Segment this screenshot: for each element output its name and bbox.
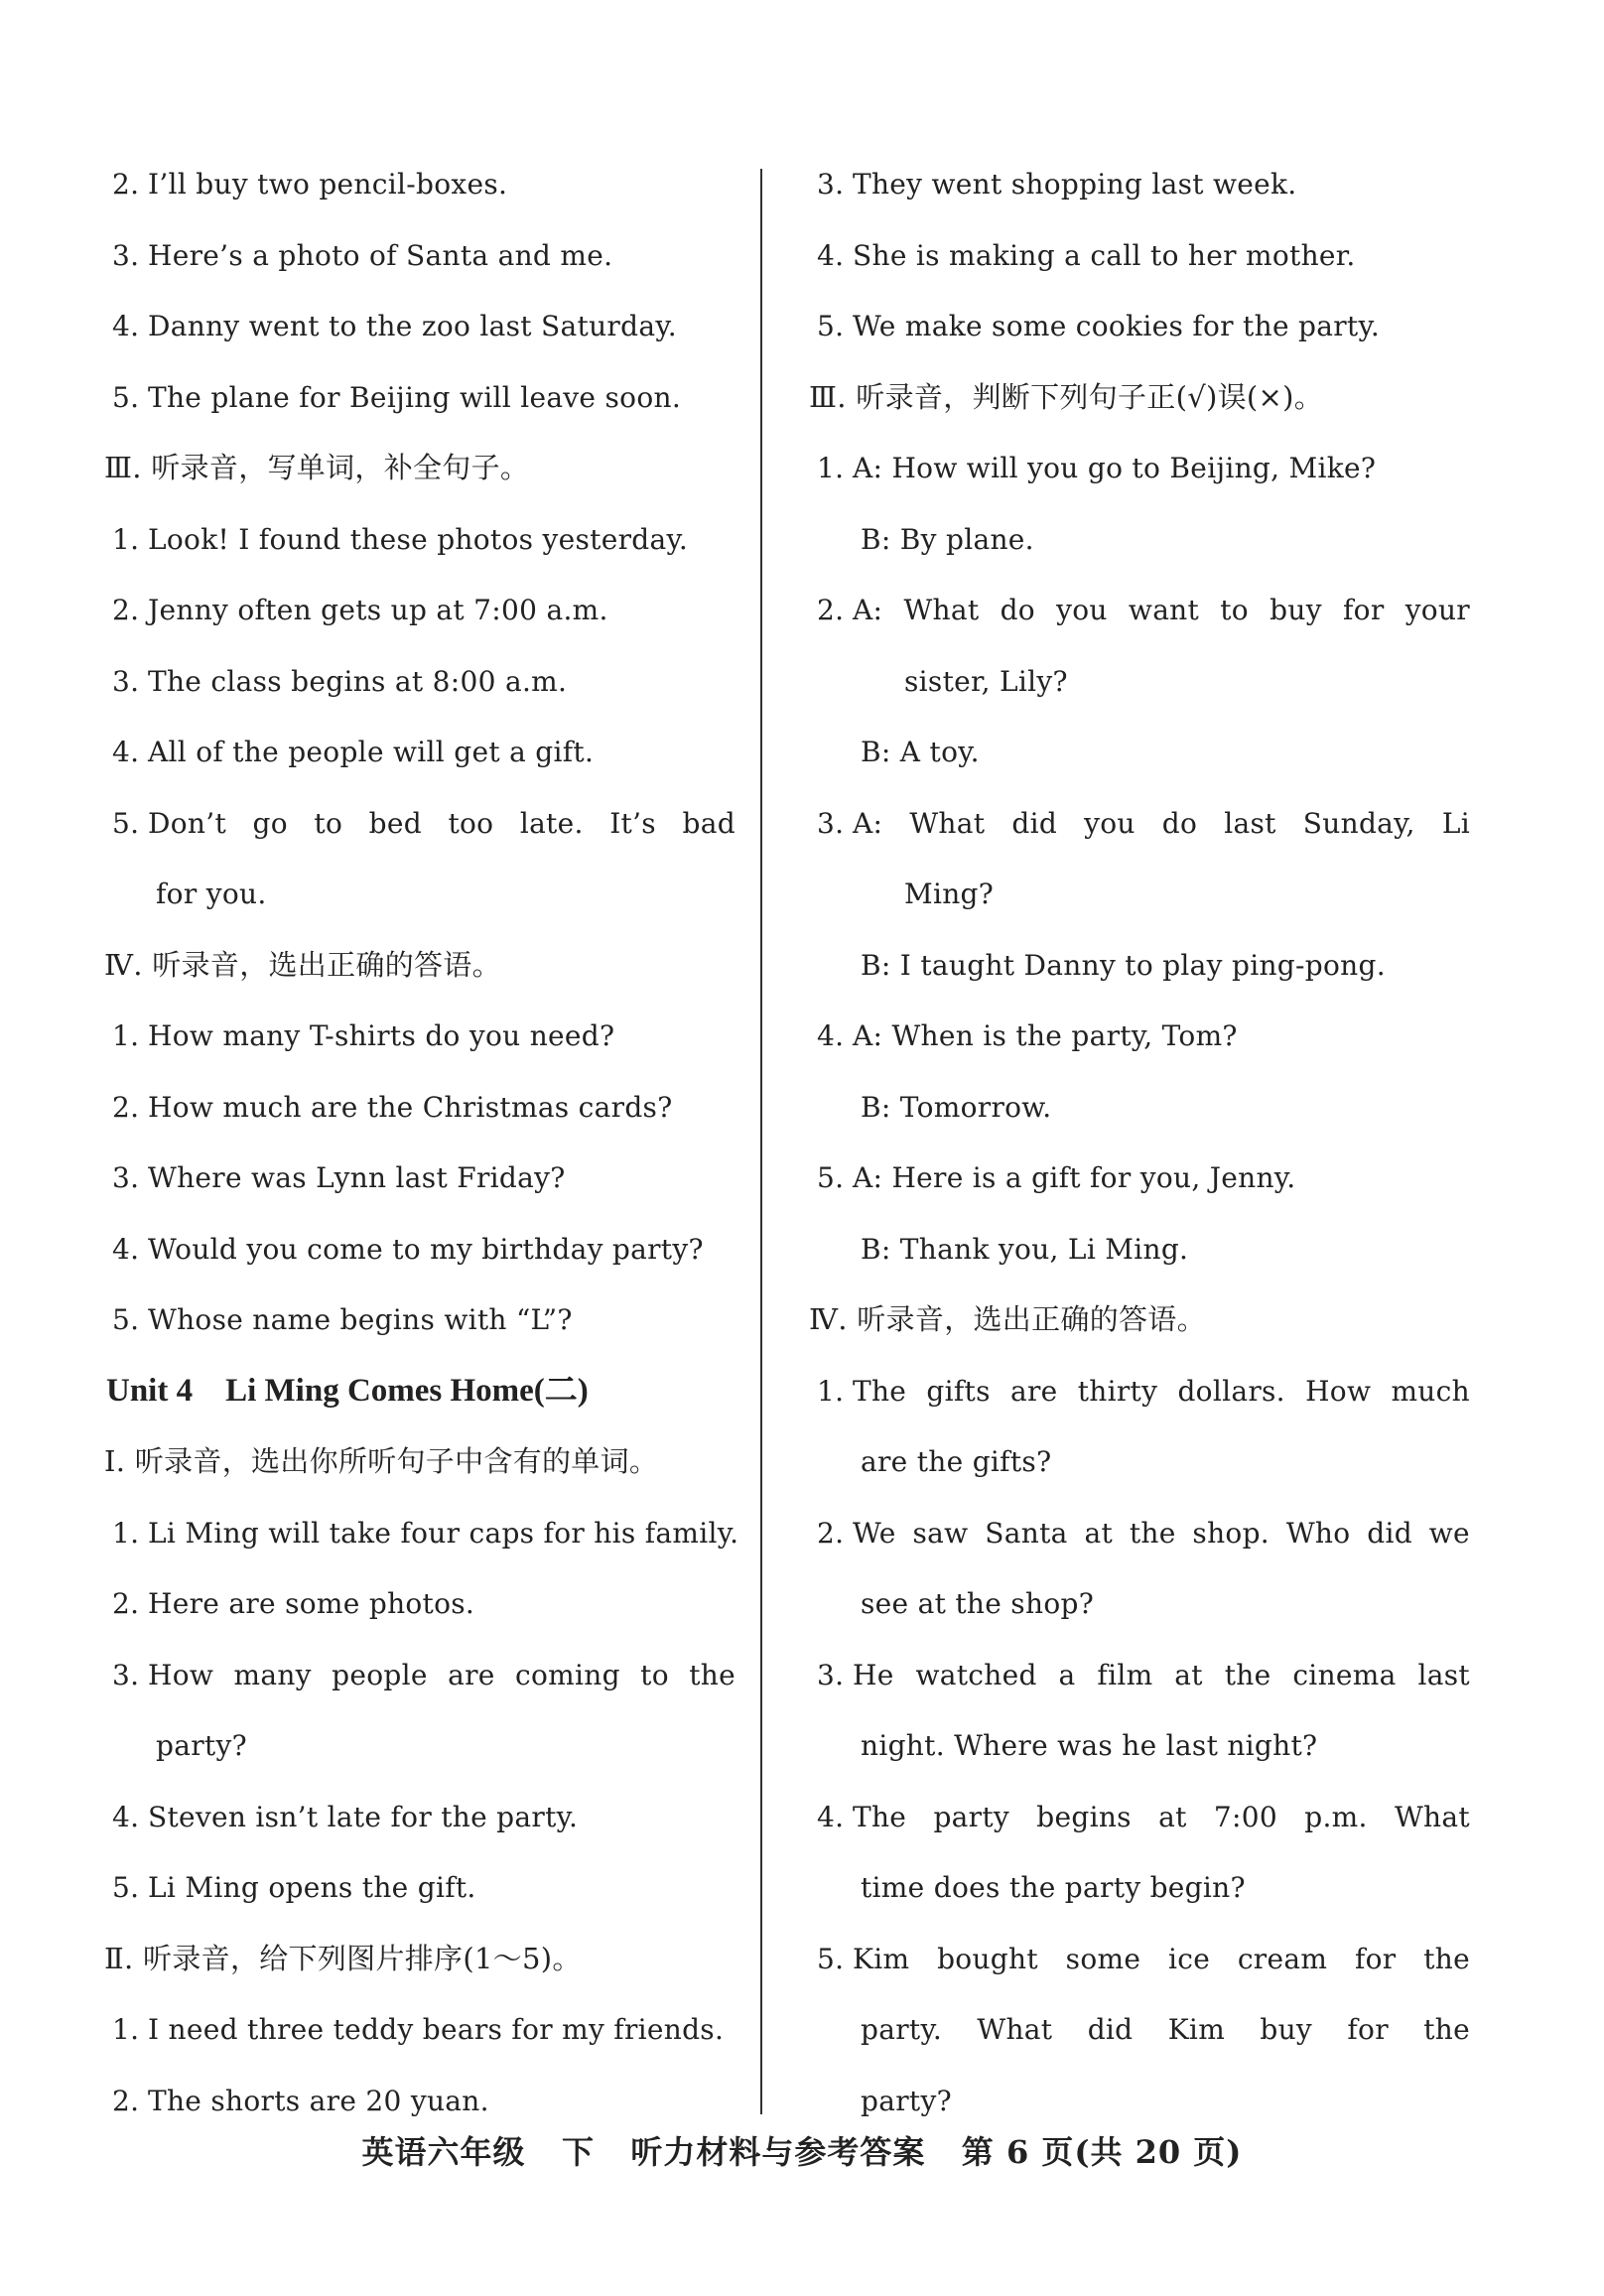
list-item: 5. We make some cookies for the party. xyxy=(817,310,1381,342)
section-heading: Ⅳ. 听录音，选出正确的答语。 xyxy=(809,1302,1206,1336)
list-item: 3. Here’s a photo of Santa and me. xyxy=(112,238,613,272)
list-item: 3. Where was Lynn last Friday? xyxy=(112,1161,566,1194)
list-item-continuation: party? xyxy=(156,1729,247,1762)
left-column xyxy=(104,149,739,2136)
list-item-continuation: see at the shop? xyxy=(861,1587,1095,1620)
justified-words: The gifts are thirty dollars. How much xyxy=(853,1374,1470,1408)
page-footer: 英语六年级 下 听力材料与参考答案 第 6 页(共 20 页) xyxy=(361,2133,1243,2171)
list-item: 1. The gifts are thirty dollars. How much xyxy=(809,1356,1474,1427)
justified-words: A: What do you want to buy for your xyxy=(853,594,1470,626)
unit-title: Unit 4 Li Ming Comes Home(二) xyxy=(106,1372,589,1409)
justified-words: The party begins at 7:00 p.m. What xyxy=(853,1800,1470,1833)
list-item: 3. They went shopping last week. xyxy=(817,168,1297,201)
list-item-continuation: time does the party begin? xyxy=(861,1871,1246,1904)
dialogue-continuation: Ming? xyxy=(904,878,995,910)
section-heading: Ⅰ. 听录音，选出你所听句子中含有的单词。 xyxy=(104,1444,659,1478)
list-item: 3. He watched a film at the cinema last xyxy=(809,1640,1474,1711)
justified-words: He watched a film at the cinema last xyxy=(853,1658,1470,1691)
section-heading: Ⅲ. 听录音，判断下列句子正(√)误(×)。 xyxy=(809,379,1324,414)
list-item-continuation: are the gifts? xyxy=(861,1445,1052,1478)
justified-words: How many people are coming to the xyxy=(148,1658,735,1691)
list-item: 2. How much are the Christmas cards? xyxy=(112,1090,673,1124)
justified-words: We saw Santa at the shop. Who did we xyxy=(853,1516,1470,1550)
dialogue-line: 4. A: When is the party, Tom? xyxy=(817,1019,1238,1052)
list-item: 5. Don’t go to bed too late. It’s bad xyxy=(104,788,739,860)
list-item-continuation: night. Where was he last night? xyxy=(861,1729,1318,1762)
justified-words: Kim bought some ice cream for the xyxy=(853,1942,1470,1975)
list-item: 1. Li Ming will take four caps for his family. xyxy=(112,1516,739,1550)
dialogue-line: 3. A: What did you do last Sunday, Li xyxy=(809,788,1474,860)
list-item: 5. Li Ming opens the gift. xyxy=(112,1871,476,1904)
list-item: 4. The party begins at 7:00 p.m. What xyxy=(809,1782,1474,1853)
list-item: 1. How many T-shirts do you need? xyxy=(112,1019,615,1052)
justified-words: Don’t go to bed too late. It’s bad xyxy=(148,806,735,840)
column-divider xyxy=(760,169,762,2114)
dialogue-line: B: Tomorrow. xyxy=(861,1090,1052,1124)
right-column xyxy=(809,149,1474,2136)
list-item: 5. Whose name begins with “L”? xyxy=(112,1303,573,1336)
list-item: 5. Kim bought some ice cream for the xyxy=(809,1924,1474,1995)
list-item: 3. The class begins at 8:00 a.m. xyxy=(112,664,568,698)
list-item: 4. All of the people will get a gift. xyxy=(112,736,595,768)
list-item: 2. Here are some photos. xyxy=(112,1587,475,1620)
justified-words: A: What did you do last Sunday, Li xyxy=(853,806,1470,840)
section-heading: Ⅱ. 听录音，给下列图片排序(1～5)。 xyxy=(104,1941,582,1975)
list-item: 4. Steven isn’t late for the party. xyxy=(112,1800,579,1833)
list-item-continuation: for you. xyxy=(156,878,267,910)
list-item: 4. She is making a call to her mother. xyxy=(817,238,1356,272)
dialogue-line: 1. A: How will you go to Beijing, Mike? xyxy=(817,452,1377,484)
list-item-continuation: party? xyxy=(861,2084,952,2117)
list-item: 2. We saw Santa at the shop. Who did we xyxy=(809,1498,1474,1569)
list-item: 2. Jenny often gets up at 7:00 a.m. xyxy=(112,594,608,626)
dialogue-line: B: A toy. xyxy=(861,736,980,768)
dialogue-line: B: Thank you, Li Ming. xyxy=(861,1232,1189,1266)
list-item-continuation: party. What did Kim buy for the xyxy=(861,2013,1470,2046)
dialogue-line: B: By plane. xyxy=(861,522,1034,556)
list-item: 2. The shorts are 20 yuan. xyxy=(112,2084,489,2117)
section-heading: Ⅲ. 听录音，写单词，补全句子。 xyxy=(104,451,530,484)
dialogue-line: 5. A: Here is a gift for you, Jenny. xyxy=(817,1161,1296,1194)
list-item: 4. Would you come to my birthday party? xyxy=(112,1232,704,1266)
section-heading: Ⅳ. 听录音，选出正确的答语。 xyxy=(104,947,501,982)
list-item: 2. I’ll buy two pencil-boxes. xyxy=(112,168,508,201)
list-item: 3. How many people are coming to the xyxy=(104,1640,739,1711)
list-item: 1. Look! I found these photos yesterday. xyxy=(112,522,689,556)
dialogue-continuation: sister, Lily? xyxy=(904,664,1068,698)
dialogue-line: 2. A: What do you want to buy for your xyxy=(809,575,1474,646)
list-item: 1. I need three teddy bears for my friends. xyxy=(112,2013,725,2046)
list-item: 4. Danny went to the zoo last Saturday. xyxy=(112,310,677,342)
dialogue-line: B: I taught Danny to play ping-pong. xyxy=(861,948,1386,982)
list-item: 5. The plane for Beijing will leave soon. xyxy=(112,380,682,414)
